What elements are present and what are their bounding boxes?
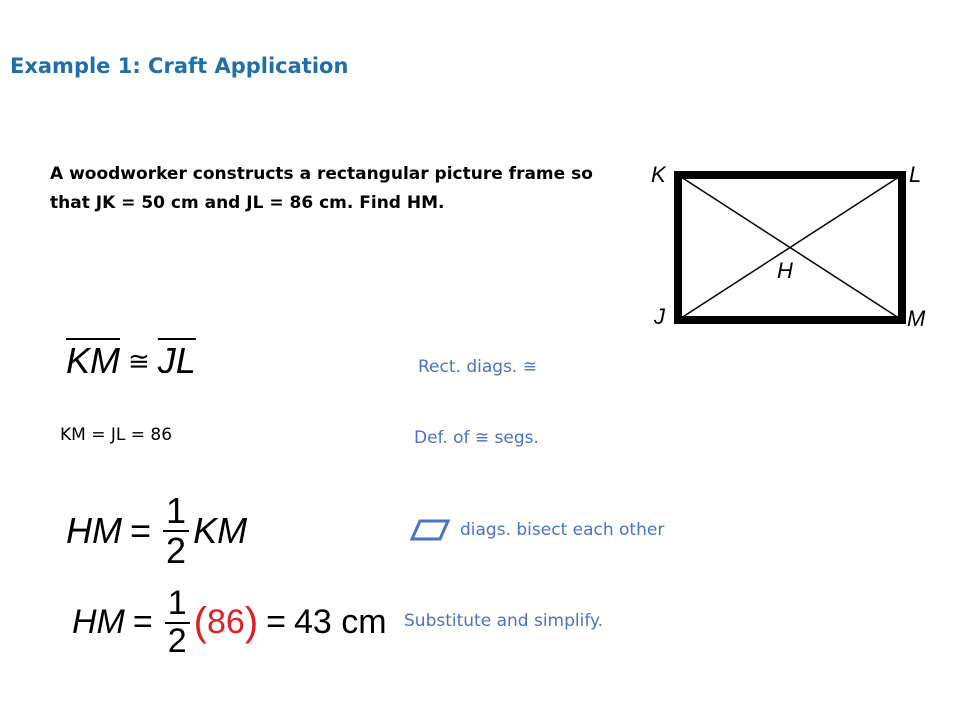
fraction-one-half (163, 492, 189, 570)
step4-reason: Substitute and simplify. (404, 611, 604, 631)
segment-jl: $\overline{JL}$ (157, 340, 196, 381)
page-title: Example 1: Craft Application (10, 54, 349, 78)
vertex-label-j: J (654, 304, 665, 329)
close-paren: ) (244, 600, 259, 645)
step3-reason (410, 518, 664, 542)
rectangle-diagram (648, 158, 938, 333)
hm-var: HM (66, 509, 122, 551)
equals-sign-2: = (266, 603, 287, 642)
vertex-label-l: L (909, 162, 922, 187)
fraction-one-half (165, 586, 190, 659)
equals-sign: = (130, 509, 152, 551)
step4-statement (72, 586, 387, 659)
fraction-numerator: 1 (163, 492, 189, 532)
result-value: 43 cm (294, 603, 387, 642)
step1-statement (66, 340, 196, 382)
km-var: KM (193, 509, 248, 551)
hm-var: HM (72, 603, 125, 642)
step2-reason: Def. of ≅ segs. (414, 428, 539, 448)
open-paren: ( (193, 600, 207, 645)
reason-diags-congruent: diags. ≅ (466, 357, 537, 377)
step1-reason (418, 356, 537, 377)
vertex-label-m: M (907, 306, 926, 331)
reason-diags-bisect: diags. bisect each other (460, 520, 665, 540)
segment-km: $\overline{KM}$ (66, 340, 120, 381)
problem-statement: A woodworker constructs a rectangular picture frame so that JK = 50 cm and JL = 86 cm. Find HM. (50, 164, 593, 213)
step2-statement: KM = JL = 86 (60, 425, 173, 445)
reason-rect: Rect. (418, 357, 461, 377)
congruent-symbol: ≅ (128, 345, 150, 376)
vertex-label-k: K (651, 162, 666, 187)
parallelogram-icon (410, 518, 450, 542)
equals-sign: = (132, 603, 153, 642)
center-label-h: H (777, 258, 793, 283)
fraction-denominator: 2 (166, 529, 187, 571)
fraction-denominator: 2 (167, 621, 187, 660)
step3-statement (66, 492, 247, 570)
fraction-numerator: 1 (165, 586, 190, 624)
substituted-value: 86 (207, 603, 245, 642)
